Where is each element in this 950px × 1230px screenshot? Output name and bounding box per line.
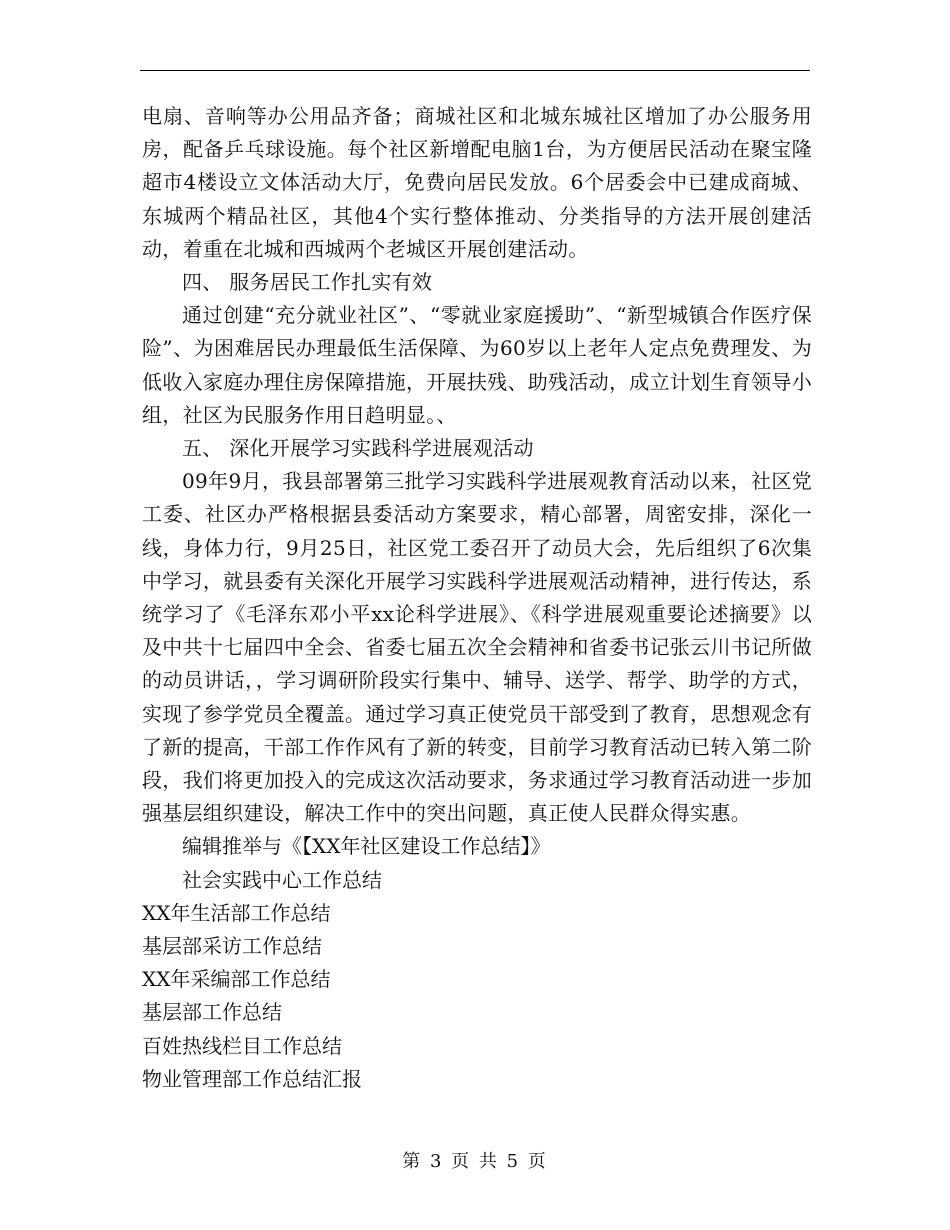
recommend-link[interactable]: 基层部采访工作总结 bbox=[142, 934, 322, 959]
recommend-link[interactable]: XX年生活部工作总结 bbox=[142, 900, 331, 925]
section-5-heading: 五、 深化开展学习实践科学进展观活动 bbox=[182, 436, 534, 461]
recommend-intro: 编辑推举与《【XX年社区建设工作总结】》 bbox=[182, 834, 551, 859]
section-4-heading: 四、 服务居民工作扎实有效 bbox=[182, 270, 433, 295]
recommend-link[interactable]: 物业管理部工作总结汇报 bbox=[142, 1066, 362, 1091]
recommend-link[interactable]: 基层部工作总结 bbox=[142, 1000, 282, 1025]
document-body bbox=[142, 100, 812, 1096]
continuation-paragraph: 电扇、音响等办公用品齐备；商城社区和北城东城社区增加了办公服务用房，配备乒乓球设施。每个社区新增配电脑1台，为方便居民活动在聚宝隆超市4楼设立文体活动大厅，免费向居民发放。6个居委会中已建成商城、东城两个精品社区，其他4个实行整体推动、分类指导的方法开展创建活动，着重在北城和西城两个老城区开展创建活动。 bbox=[142, 104, 812, 261]
section-4-paragraph: 通过创建“充分就业社区”、“零就业家庭援助”、“新型城镇合作医疗保险”、为困难居民办理最低生活保障、为60岁以上老年人定点免费理发、为低收入家庭办理住房保障措施，开展扶残、助残活动，成立计划生育领导小组，社区为民服务作用日趋明显。、 bbox=[142, 303, 812, 427]
section-5-paragraph: 09年9月，我县部署第三批学习实践科学进展观教育活动以来，社区党工委、社区办严格根据县委活动方案要求，精心部署，周密安排，深化一线，身体力行，9月25日，社区党工委召开了动员大会，先后组织了6次集中学习，就县委有关深化开展学习实践科学进展观活动精神，进行传达，系统学习了《毛泽东邓小平xx论科学进展》、《科学进展观重要论述摘要》以及中共十七届四中全会、省委七届五次全会精神和省委书记张云川书记所做的动员讲话，，学习调研阶段实行集中、辅导、送学、帮学、助学的方式，实现了参学党员全覆盖。通过学习真正使党员干部受到了教育，思想观念有了新的提高，干部工作作风有了新的转变，目前学习教育活动已转入第二阶段，我们将更加投入的完成这次活动要求，务求通过学习教育活动进一步加强基层组织建设，解决工作中的突出问题，真正使人民群众得实惠。 bbox=[142, 469, 812, 826]
recommend-link[interactable]: XX年采编部工作总结 bbox=[142, 967, 331, 992]
recommend-link[interactable]: 社会实践中心工作总结 bbox=[182, 867, 382, 892]
header-rule bbox=[140, 70, 810, 71]
page-footer: 第 3 页 共 5 页 bbox=[402, 1151, 548, 1172]
recommend-link[interactable]: 百姓热线栏目工作总结 bbox=[142, 1033, 342, 1058]
